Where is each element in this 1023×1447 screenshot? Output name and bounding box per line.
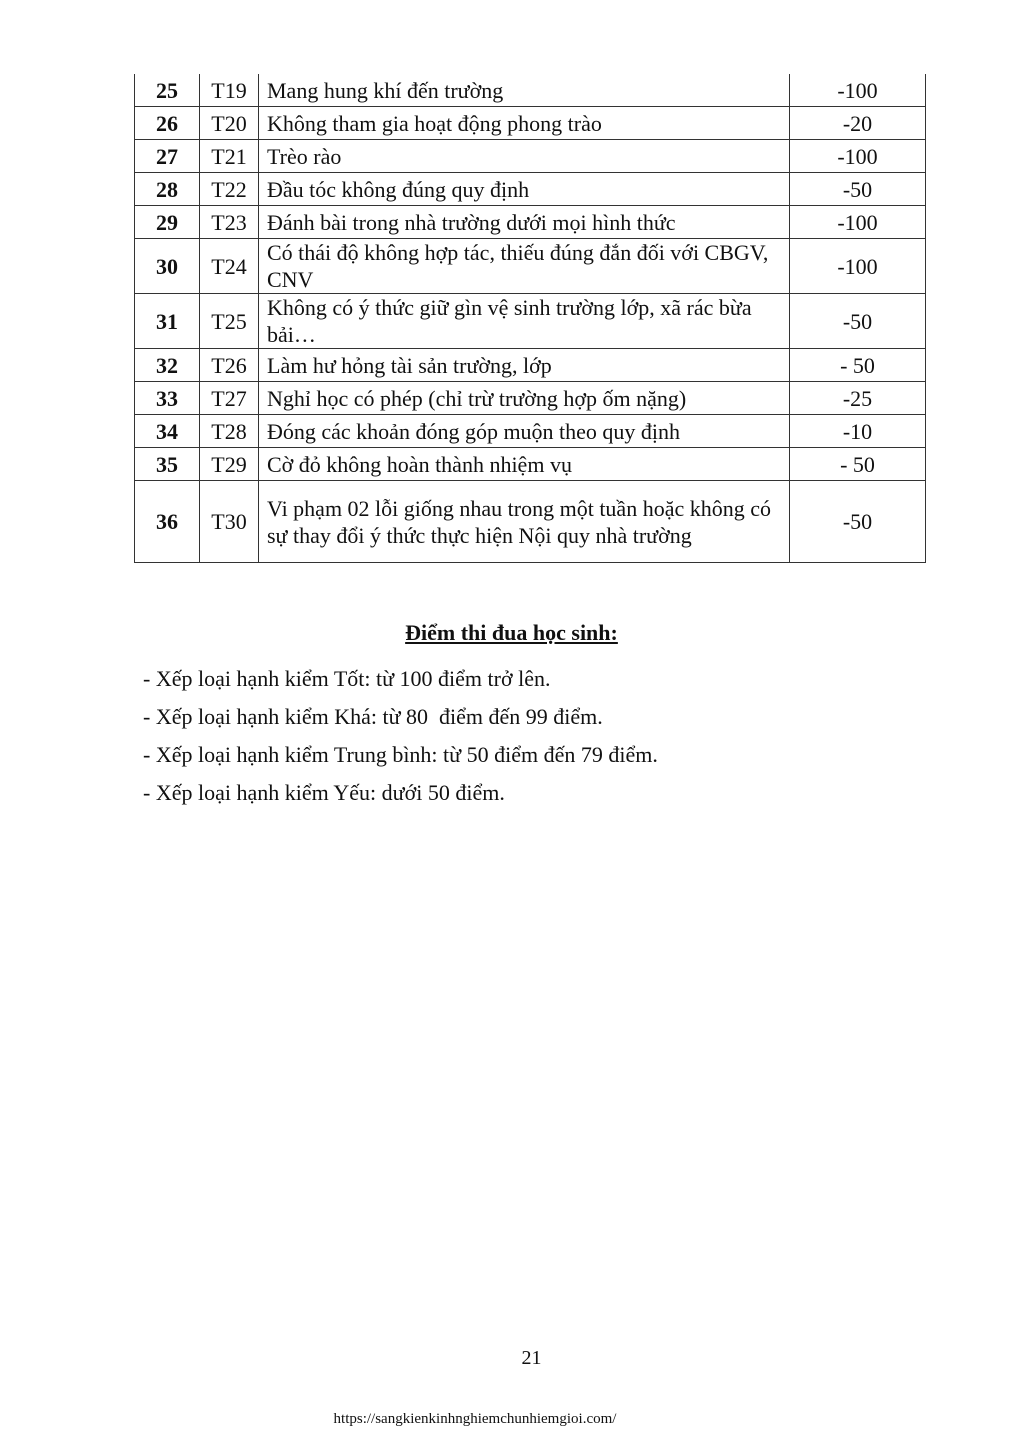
violation-description: Vi phạm 02 lỗi giống nhau trong một tuần hoặc không có sự thay đổi ý thức thực hiện Nội quy nhà trường <box>259 481 790 563</box>
table-row <box>135 415 926 448</box>
row-number: 29 <box>135 206 200 239</box>
penalty-points: - 50 <box>790 448 926 481</box>
row-number: 27 <box>135 140 200 173</box>
violation-description: Đánh bài trong nhà trường dưới mọi hình thức <box>259 206 790 239</box>
row-number: 30 <box>135 239 200 294</box>
violation-code: T24 <box>200 239 259 294</box>
row-number: 26 <box>135 107 200 140</box>
violation-description: Không tham gia hoạt động phong trào <box>259 107 790 140</box>
violation-code: T28 <box>200 415 259 448</box>
penalty-points: - 50 <box>790 349 926 382</box>
violation-description: Đóng các khoản đóng góp muộn theo quy định <box>259 415 790 448</box>
table-row <box>135 481 926 563</box>
penalty-points: -100 <box>790 74 926 107</box>
penalty-points: -50 <box>790 294 926 349</box>
row-number: 31 <box>135 294 200 349</box>
table-row <box>135 349 926 382</box>
violation-description: Mang hung khí đến trường <box>259 74 790 107</box>
violation-description: Cờ đỏ không hoàn thành nhiệm vụ <box>259 448 790 481</box>
list-item: - Xếp loại hạnh kiểm Khá: từ 80 điểm đến 99 điểm. <box>143 704 603 729</box>
penalty-points: -50 <box>790 173 926 206</box>
table-row <box>135 107 926 140</box>
row-number: 33 <box>135 382 200 415</box>
violation-code: T21 <box>200 140 259 173</box>
violation-code: T29 <box>200 448 259 481</box>
list-item: - Xếp loại hạnh kiểm Tốt: từ 100 điểm trở lên. <box>143 666 551 691</box>
violation-description: Nghỉ học có phép (chỉ trừ trường hợp ốm nặng) <box>259 382 790 415</box>
table-row <box>135 74 926 107</box>
violation-table <box>134 74 926 563</box>
row-number: 34 <box>135 415 200 448</box>
row-number: 25 <box>135 74 200 107</box>
penalty-points: -25 <box>790 382 926 415</box>
violation-code: T25 <box>200 294 259 349</box>
penalty-points: -100 <box>790 206 926 239</box>
row-number: 32 <box>135 349 200 382</box>
penalty-points: -20 <box>790 107 926 140</box>
violation-code: T22 <box>200 173 259 206</box>
page-number: 21 <box>521 1347 542 1369</box>
table-row <box>135 448 926 481</box>
row-number: 35 <box>135 448 200 481</box>
row-number: 28 <box>135 173 200 206</box>
violation-description: Không có ý thức giữ gìn vệ sinh trường lớp, xã rác bừa bải… <box>259 294 790 349</box>
table-row <box>135 173 926 206</box>
violation-code: T27 <box>200 382 259 415</box>
penalty-points: -10 <box>790 415 926 448</box>
penalty-points: -100 <box>790 140 926 173</box>
penalty-points: -50 <box>790 481 926 563</box>
list-item: - Xếp loại hạnh kiểm Trung bình: từ 50 điểm đến 79 điểm. <box>143 742 658 767</box>
table-row <box>135 206 926 239</box>
violation-code: T23 <box>200 206 259 239</box>
footer-url[interactable]: https://sangkienkinhnghiemchunhiemgioi.com/ <box>333 1411 617 1427</box>
violation-description: Đầu tóc không đúng quy định <box>259 173 790 206</box>
table-row <box>135 382 926 415</box>
violation-code: T30 <box>200 481 259 563</box>
list-item: - Xếp loại hạnh kiểm Yếu: dưới 50 điểm. <box>143 780 505 805</box>
table-row <box>135 239 926 294</box>
violation-code: T19 <box>200 74 259 107</box>
table-row <box>135 294 926 349</box>
section-title: Điểm thi đua học sinh: <box>405 620 618 645</box>
penalty-points: -100 <box>790 239 926 294</box>
conduct-ranking-list <box>143 666 658 818</box>
violation-description: Làm hư hỏng tài sản trường, lớp <box>259 349 790 382</box>
violation-description: Trèo rào <box>259 140 790 173</box>
violation-code: T26 <box>200 349 259 382</box>
violation-code: T20 <box>200 107 259 140</box>
row-number: 36 <box>135 481 200 563</box>
table-row <box>135 140 926 173</box>
violation-description: Có thái độ không hợp tác, thiếu đúng đắn đối với CBGV, CNV <box>259 239 790 294</box>
